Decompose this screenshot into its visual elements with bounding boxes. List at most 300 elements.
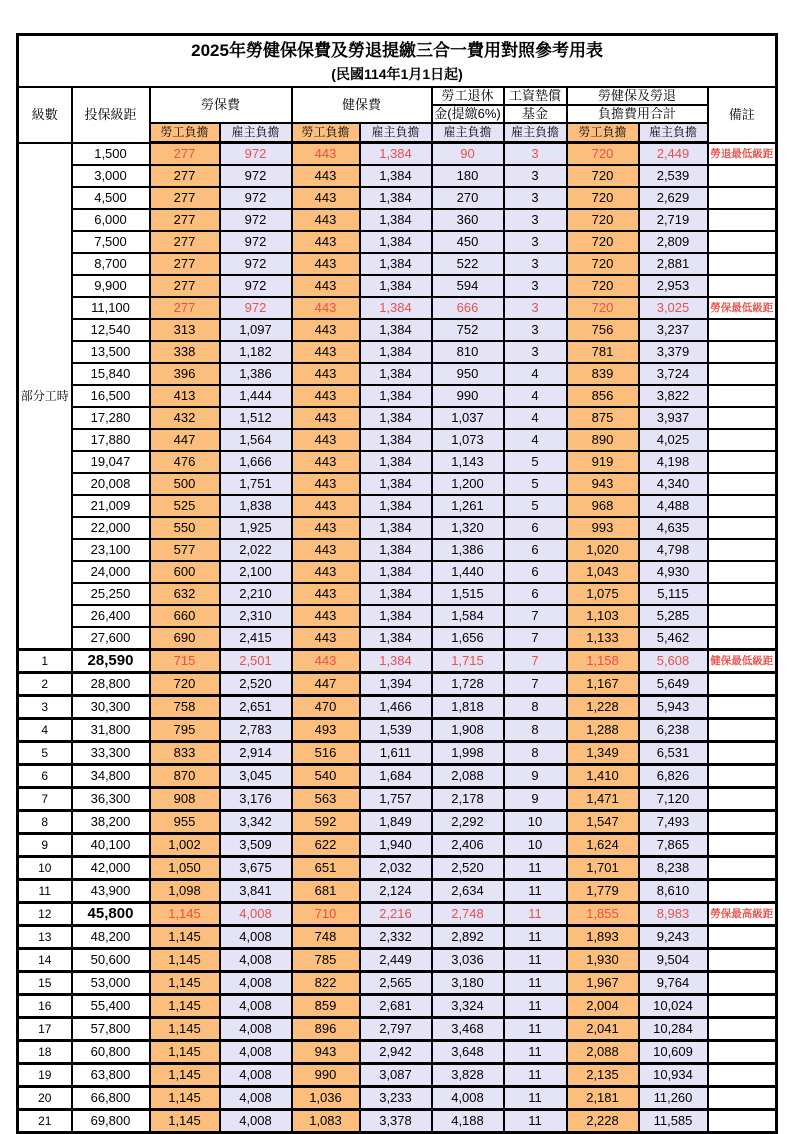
cell-value: 1,384 [360,473,432,495]
cell-value: 3,379 [639,341,708,363]
cell-value: 443 [292,319,360,341]
cell-value: 3,176 [220,788,292,811]
cell-value: 972 [220,253,292,275]
cell-value: 2,881 [639,253,708,275]
cell-value: 9 [504,788,567,811]
cell-value: 972 [220,275,292,297]
cell-note [708,1110,777,1133]
cell-value: 1,384 [360,187,432,209]
subheader-total-employer: 雇主負擔 [639,123,708,143]
cell-value: 3 [504,165,567,187]
cell-value: 1,471 [567,788,639,811]
cell-value: 1,757 [360,788,432,811]
cell-value: 1,384 [360,253,432,275]
cell-value: 396 [150,363,220,385]
cell-value: 720 [567,275,639,297]
cell-value: 443 [292,143,360,166]
cell-value: 443 [292,209,360,231]
cell-value: 1,611 [360,742,432,765]
cell-value: 1,384 [360,341,432,363]
cell-value: 6,531 [639,742,708,765]
cell-value: 8,610 [639,880,708,903]
cell-value: 1,098 [150,880,220,903]
cell-value: 2,681 [360,995,432,1018]
cell-value: 277 [150,275,220,297]
cell-value: 8,983 [639,903,708,926]
cell-value: 1,145 [150,949,220,972]
cell-bracket: 8,700 [72,253,150,275]
cell-note [708,275,777,297]
cell-note [708,788,777,811]
table-row [18,209,777,231]
cell-value: 1,440 [432,561,504,583]
cell-note [708,995,777,1018]
cell-value: 7 [504,627,567,650]
cell-value: 1,145 [150,1041,220,1064]
cell-value: 11,260 [639,1087,708,1110]
cell-value: 5 [504,473,567,495]
cell-value: 822 [292,972,360,995]
cell-value: 1,384 [360,143,432,166]
cell-value: 1,167 [567,673,639,696]
cell-value: 8 [504,696,567,719]
table-row [18,857,777,880]
table-row [18,903,777,926]
cell-value: 968 [567,495,639,517]
cell-note [708,949,777,972]
cell-value: 2,783 [220,719,292,742]
cell-note [708,473,777,495]
cell-value: 277 [150,297,220,319]
cell-value: 1,143 [432,451,504,473]
cell-note [708,539,777,561]
cell-value: 748 [292,926,360,949]
cell-value: 756 [567,319,639,341]
cell-level: 20 [18,1087,72,1110]
part-time-label: 部分工時 [18,143,72,650]
table-row [18,187,777,209]
cell-value: 1,998 [432,742,504,765]
cell-value: 8 [504,742,567,765]
cell-note [708,811,777,834]
cell-value: 720 [567,231,639,253]
cell-bracket: 33,300 [72,742,150,765]
cell-value: 795 [150,719,220,742]
table-row [18,1041,777,1064]
cell-value: 7 [504,673,567,696]
cell-value: 7 [504,605,567,627]
cell-value: 443 [292,539,360,561]
cell-value: 1,002 [150,834,220,857]
cell-value: 360 [432,209,504,231]
subheader-total-employee: 勞工負擔 [567,123,639,143]
cell-value: 4,008 [432,1087,504,1110]
cell-value: 1,349 [567,742,639,765]
cell-bracket: 45,800 [72,903,150,926]
cell-note [708,363,777,385]
cell-bracket: 25,250 [72,583,150,605]
cell-value: 5,608 [639,650,708,673]
table-row [18,765,777,788]
cell-value: 1,384 [360,275,432,297]
cell-value: 338 [150,341,220,363]
cell-value: 4,930 [639,561,708,583]
cell-note [708,385,777,407]
cell-value: 990 [432,385,504,407]
table-body [18,143,777,1133]
cell-value: 4 [504,385,567,407]
cell-bracket: 48,200 [72,926,150,949]
cell-value: 1,200 [432,473,504,495]
cell-value: 450 [432,231,504,253]
cell-value: 1,715 [432,650,504,673]
cell-bracket: 11,100 [72,297,150,319]
cell-value: 2,004 [567,995,639,1018]
cell-value: 11 [504,1064,567,1087]
cell-value: 3 [504,319,567,341]
cell-value: 447 [150,429,220,451]
cell-value: 1,818 [432,696,504,719]
cell-value: 3,087 [360,1064,432,1087]
cell-value: 950 [432,363,504,385]
cell-value: 1,624 [567,834,639,857]
cell-value: 447 [292,673,360,696]
cell-value: 681 [292,880,360,903]
cell-bracket: 1,500 [72,143,150,166]
cell-value: 3,237 [639,319,708,341]
cell-value: 2,501 [220,650,292,673]
cell-value: 2,449 [639,143,708,166]
cell-note [708,517,777,539]
table-row [18,341,777,363]
cell-value: 720 [567,297,639,319]
cell-value: 651 [292,857,360,880]
cell-value: 1,288 [567,719,639,742]
cell-value: 11 [504,880,567,903]
cell-value: 313 [150,319,220,341]
cell-value: 1,384 [360,165,432,187]
cell-value: 594 [432,275,504,297]
cell-value: 3,937 [639,407,708,429]
cell-value: 3 [504,297,567,319]
cell-value: 3 [504,187,567,209]
cell-value: 4,488 [639,495,708,517]
subheader-wage-fund-employer: 雇主負擔 [504,123,567,143]
cell-value: 1,133 [567,627,639,650]
cell-value: 443 [292,385,360,407]
cell-level: 8 [18,811,72,834]
cell-value: 1,384 [360,297,432,319]
col-header-wage-fund-line1: 工資墊償 [504,87,567,105]
cell-value: 6 [504,561,567,583]
cell-value: 4,008 [220,972,292,995]
cell-value: 3,036 [432,949,504,972]
col-header-pension-line1: 勞工退休 [432,87,504,105]
cell-bracket: 53,000 [72,972,150,995]
cell-bracket: 31,800 [72,719,150,742]
table-row [18,1018,777,1041]
cell-value: 9,243 [639,926,708,949]
cell-value: 10,024 [639,995,708,1018]
cell-value: 6 [504,517,567,539]
cell-value: 476 [150,451,220,473]
cell-bracket: 7,500 [72,231,150,253]
cell-value: 3 [504,341,567,363]
col-header-wage-fund-line2: 基金 [504,105,567,123]
cell-note [708,696,777,719]
cell-value: 11 [504,1041,567,1064]
cell-value: 1,384 [360,451,432,473]
cell-value: 1,145 [150,1087,220,1110]
cell-note [708,719,777,742]
cell-level: 7 [18,788,72,811]
cell-value: 9 [504,765,567,788]
cell-value: 10,934 [639,1064,708,1087]
cell-value: 1,656 [432,627,504,650]
cell-bracket: 3,000 [72,165,150,187]
cell-value: 890 [567,429,639,451]
cell-value: 972 [220,297,292,319]
table-row [18,143,777,166]
cell-note [708,341,777,363]
cell-value: 4,008 [220,1110,292,1133]
cell-note [708,451,777,473]
cell-value: 9,764 [639,972,708,995]
col-header-note: 備註 [708,87,777,143]
cell-note [708,253,777,275]
cell-note [708,561,777,583]
cell-value: 3 [504,143,567,166]
table-row [18,605,777,627]
table-row [18,297,777,319]
cell-note [708,1041,777,1064]
cell-note [708,857,777,880]
cell-value: 972 [220,143,292,166]
cell-note: 勞保最高級距 [708,903,777,926]
cell-value: 1,466 [360,696,432,719]
cell-value: 2,032 [360,857,432,880]
table-row [18,673,777,696]
cell-value: 1,893 [567,926,639,949]
table-row [18,949,777,972]
cell-value: 720 [567,253,639,275]
cell-value: 2,797 [360,1018,432,1041]
cell-value: 10 [504,834,567,857]
cell-value: 277 [150,231,220,253]
table-row [18,696,777,719]
cell-value: 470 [292,696,360,719]
cell-value: 11 [504,995,567,1018]
cell-value: 1,779 [567,880,639,903]
table-row [18,473,777,495]
cell-value: 443 [292,473,360,495]
cell-level: 21 [18,1110,72,1133]
table-title-cell [18,35,777,88]
cell-level: 19 [18,1064,72,1087]
cell-value: 5 [504,451,567,473]
cell-value: 720 [567,165,639,187]
cell-value: 833 [150,742,220,765]
cell-value: 1,384 [360,627,432,650]
cell-value: 1,855 [567,903,639,926]
cell-value: 1,967 [567,972,639,995]
cell-value: 972 [220,187,292,209]
cell-value: 1,050 [150,857,220,880]
cell-value: 577 [150,539,220,561]
cell-value: 6,238 [639,719,708,742]
cell-value: 11 [504,1087,567,1110]
header-row-1 [18,87,777,105]
cell-value: 1,512 [220,407,292,429]
cell-value: 839 [567,363,639,385]
cell-bracket: 28,590 [72,650,150,673]
cell-bracket: 17,880 [72,429,150,451]
cell-note [708,187,777,209]
cell-value: 443 [292,275,360,297]
cell-value: 3,509 [220,834,292,857]
cell-value: 3,025 [639,297,708,319]
table-row [18,627,777,650]
cell-value: 5,462 [639,627,708,650]
cell-bracket: 42,000 [72,857,150,880]
cell-value: 1,444 [220,385,292,407]
cell-value: 10,609 [639,1041,708,1064]
cell-value: 1,384 [360,385,432,407]
cell-value: 516 [292,742,360,765]
cell-value: 3,841 [220,880,292,903]
col-header-health-insurance: 健保費 [292,87,432,123]
cell-value: 4,635 [639,517,708,539]
col-header-total-line1: 勞健保及勞退 [567,87,708,105]
cell-value: 5,649 [639,673,708,696]
cell-bracket: 23,100 [72,539,150,561]
cell-value: 493 [292,719,360,742]
cell-bracket: 30,300 [72,696,150,719]
cell-value: 443 [292,407,360,429]
cell-value: 875 [567,407,639,429]
cell-value: 752 [432,319,504,341]
cell-value: 3 [504,209,567,231]
table-row [18,451,777,473]
cell-value: 1,320 [432,517,504,539]
cell-value: 522 [432,253,504,275]
cell-value: 2,914 [220,742,292,765]
cell-value: 859 [292,995,360,1018]
cell-value: 2,178 [432,788,504,811]
cell-value: 1,930 [567,949,639,972]
cell-value: 10 [504,811,567,834]
cell-value: 9,504 [639,949,708,972]
cell-note [708,1064,777,1087]
cell-value: 993 [567,517,639,539]
table-row [18,561,777,583]
cell-bracket: 9,900 [72,275,150,297]
table-row [18,811,777,834]
cell-value: 1,410 [567,765,639,788]
cell-value: 563 [292,788,360,811]
cell-value: 413 [150,385,220,407]
cell-value: 2,181 [567,1087,639,1110]
cell-bracket: 17,280 [72,407,150,429]
cell-value: 715 [150,650,220,673]
cell-value: 2,022 [220,539,292,561]
cell-value: 550 [150,517,220,539]
cell-value: 1,384 [360,650,432,673]
cell-value: 1,751 [220,473,292,495]
cell-note [708,765,777,788]
table-row [18,788,777,811]
cell-value: 2,520 [220,673,292,696]
cell-value: 4,008 [220,1041,292,1064]
table-row [18,719,777,742]
cell-value: 2,719 [639,209,708,231]
cell-value: 1,145 [150,1018,220,1041]
cell-value: 1,539 [360,719,432,742]
cell-value: 443 [292,429,360,451]
cell-note [708,429,777,451]
cell-value: 3,675 [220,857,292,880]
cell-bracket: 19,047 [72,451,150,473]
page-subtitle: (民國114年1月1日起) [331,66,463,82]
cell-value: 4 [504,429,567,451]
cell-value: 5,285 [639,605,708,627]
cell-value: 443 [292,165,360,187]
cell-value: 7,493 [639,811,708,834]
cell-value: 443 [292,627,360,650]
cell-value: 4,198 [639,451,708,473]
cell-value: 1,386 [432,539,504,561]
subheader-health-employer: 雇主負擔 [360,123,432,143]
subheader-pension-employer: 雇主負擔 [432,123,504,143]
cell-value: 632 [150,583,220,605]
cell-value: 990 [292,1064,360,1087]
cell-value: 1,145 [150,995,220,1018]
page-title: 2025年勞健保保費及勞退提繳三合一費用對照參考用表 [191,41,603,60]
cell-value: 5 [504,495,567,517]
cell-note [708,407,777,429]
cell-note [708,231,777,253]
cell-note [708,673,777,696]
cell-value: 3 [504,275,567,297]
cell-value: 2,216 [360,903,432,926]
cell-value: 2,406 [432,834,504,857]
col-header-level: 級數 [18,87,72,143]
cell-value: 443 [292,650,360,673]
cell-value: 785 [292,949,360,972]
cell-bracket: 55,400 [72,995,150,1018]
cell-value: 277 [150,209,220,231]
cell-bracket: 12,540 [72,319,150,341]
cell-value: 11 [504,1110,567,1133]
cell-value: 180 [432,165,504,187]
cell-note [708,209,777,231]
table-row [18,1110,777,1133]
cell-value: 1,384 [360,231,432,253]
cell-value: 1,036 [292,1087,360,1110]
cell-value: 11,585 [639,1110,708,1133]
cell-value: 810 [432,341,504,363]
cell-bracket: 22,000 [72,517,150,539]
cell-value: 1,103 [567,605,639,627]
cell-value: 1,384 [360,319,432,341]
cell-value: 1,666 [220,451,292,473]
cell-value: 720 [567,143,639,166]
cell-value: 1,043 [567,561,639,583]
cell-value: 2,892 [432,926,504,949]
cell-value: 3,045 [220,765,292,788]
cell-note [708,627,777,650]
cell-value: 1,145 [150,972,220,995]
